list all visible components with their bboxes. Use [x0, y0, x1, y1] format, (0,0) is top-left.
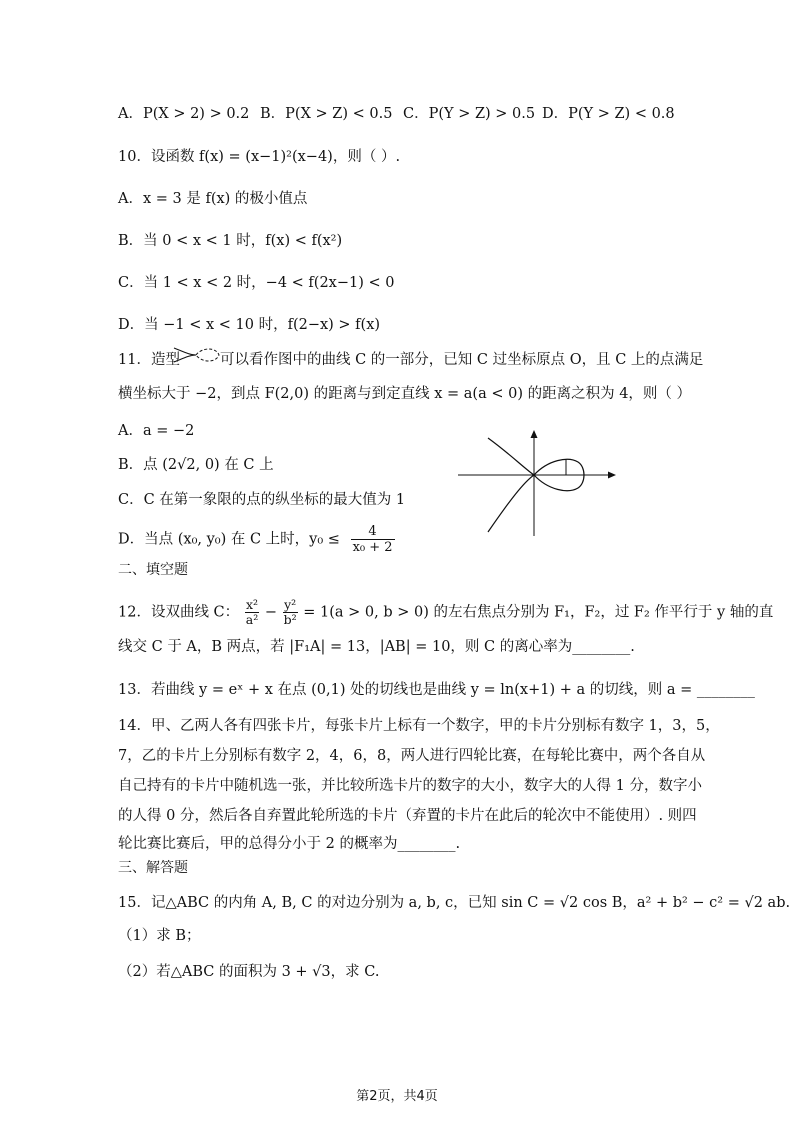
q9-option-a: A．P(X > 2) > 0.2: [118, 106, 250, 122]
q11-option-d: [118, 524, 395, 555]
q11-option-a: A．a = −2: [118, 423, 195, 439]
q11-option-d-prefix: D．当点 (x₀, y₀) 在 C 上时，y₀ ≤: [118, 531, 340, 548]
q15-part2: （2）若△ABC 的面积为 3 + √3，求 C.: [118, 964, 380, 980]
fraction-numerator: x²: [245, 597, 259, 612]
curve-figure: [458, 428, 618, 540]
fraction-numerator: y²: [284, 597, 297, 612]
q11-option-b: B．点 (2√2, 0) 在 C 上: [118, 457, 274, 473]
section-fill-in-title: 二、填空题: [118, 562, 188, 578]
fraction-denominator: x₀ + 2: [352, 540, 393, 555]
q10-stem: 10．设函数 f(x) = (x−1)²(x−4)，则（ ）.: [118, 149, 401, 165]
q9-option-c: C．P(Y > Z) > 0.5: [403, 106, 536, 122]
page-footer: 第2页，共4页: [356, 1089, 438, 1104]
q12-fraction-y: [283, 598, 298, 627]
q11-stem-line2: 横坐标大于 −2，到点 F(2,0) 的距离与到定直线 x = a(a < 0) 的距离之积为 4，则（ ）: [118, 386, 692, 402]
y-axis-arrow: [531, 430, 538, 438]
q14-line2: 7，乙的卡片上分别标有数字 2，4，6，8，两人进行四轮比赛，在每轮比赛中，两个各自从: [118, 748, 706, 764]
fraction-denominator: a²: [245, 612, 259, 627]
q14-line5: 轮比赛比赛后，甲的总得分小于 2 的概率为________.: [118, 836, 461, 852]
q10-option-d: D．当 −1 < x < 10 时，f(2−x) > f(x): [118, 317, 381, 333]
q10-option-c: C．当 1 < x < 2 时，−4 < f(2x−1) < 0: [118, 275, 395, 291]
q14-line4: 的人得 0 分，然后各自弃置此轮所选的卡片（弃置的卡片在此后的轮次中不能使用）. 则四: [118, 808, 697, 824]
q11-option-d-fraction: [351, 524, 395, 555]
q14-line1: 14．甲、乙两人各有四张卡片，每张卡片上标有一个数字，甲的卡片分别标有数字 1，3，5，: [118, 718, 720, 734]
q15-part1: （1）求 B；: [118, 928, 201, 944]
minus-sign: −: [264, 604, 277, 621]
q15-stem: 15．记△ABC 的内角 A, B, C 的对边分别为 a, b, c，已知 sin C = √2 cos B，a² + b² − c² = √2 ab.: [118, 895, 791, 911]
curve-left-branch: [488, 438, 534, 532]
q14-line3: 自己持有的卡片中随机选一张，并比较所选卡片的数字的大小，数字大的人得 1 分，数字小: [118, 778, 702, 794]
q12-line1: [118, 598, 773, 627]
q10-option-b: B．当 0 < x < 1 时，f(x) < f(x²): [118, 233, 343, 249]
q9-option-d: D．P(Y > Z) < 0.8: [542, 106, 675, 122]
x-axis-arrow: [608, 472, 616, 479]
curve-shape-icon: [172, 346, 222, 364]
fraction-denominator: b²: [283, 612, 297, 627]
q11-stem-prefix: 11．造型: [118, 352, 180, 368]
section-answer-title: 三、解答题: [118, 860, 188, 876]
q9-option-b: B．P(X > Z) < 0.5: [260, 106, 393, 122]
q13-stem: 13．若曲线 y = eˣ + x 在点 (0,1) 处的切线也是曲线 y = ln(x+1) + a 的切线，则 a = ________: [118, 682, 755, 698]
q12-line2: 线交 C 于 A，B 两点，若 |F₁A| = 13，|AB| = 10，则 C 的离心率为________.: [118, 639, 635, 655]
q12-prefix: 12．设双曲线 C：: [118, 604, 240, 621]
q12-suffix: = 1(a > 0, b > 0) 的左右焦点分别为 F₁，F₂，过 F₂ 作平行于 y 轴的直: [303, 604, 774, 621]
q11-option-c: C．C 在第一象限的点的纵坐标的最大值为 1: [118, 492, 406, 508]
q10-option-a: A．x = 3 是 f(x) 的极小值点: [118, 191, 308, 207]
q11-stem-suffix: 可以看作图中的曲线 C 的一部分，已知 C 过坐标原点 O，且 C 上的点满足: [220, 352, 704, 368]
fraction-numerator: 4: [351, 524, 395, 540]
q12-fraction-x: [245, 598, 259, 627]
